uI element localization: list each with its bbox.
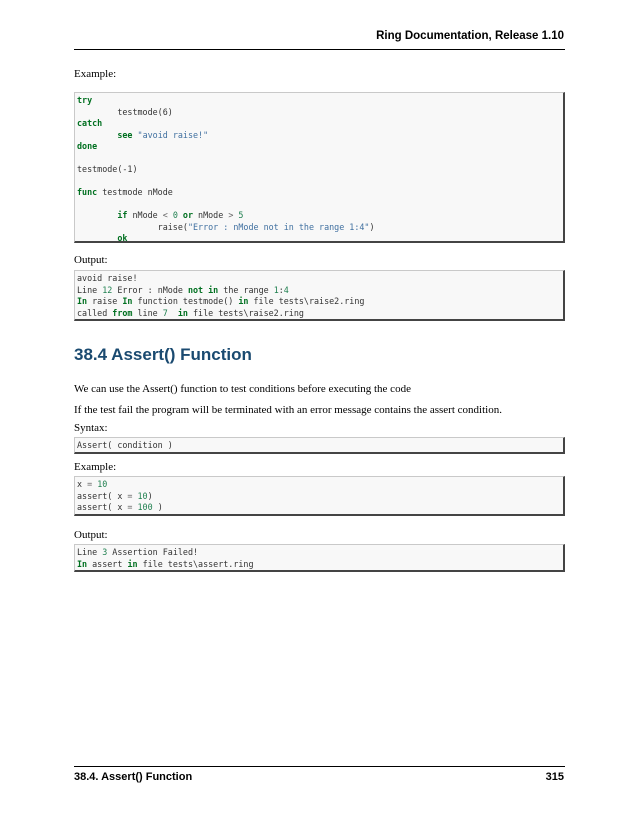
page-number: 315 [545, 771, 564, 783]
code-token: assert( x [77, 490, 128, 501]
syntax-label: Syntax: [74, 422, 108, 434]
code-token: done [77, 141, 98, 151]
footer-rule [74, 766, 565, 767]
code-token: testmode nMode [97, 187, 173, 197]
code-token: function testmode() [132, 296, 239, 306]
code-text [75, 477, 563, 514]
code-token: In [77, 558, 88, 569]
code-token: not [187, 284, 204, 295]
code-block-syntax [74, 437, 565, 454]
code-token: testmode(6) [77, 106, 173, 117]
output-label: Output: [74, 529, 108, 541]
code-token: ok [117, 233, 128, 243]
code-line [77, 130, 563, 142]
code-token: raise [87, 296, 123, 306]
code-text [75, 271, 563, 319]
code-token: in [177, 307, 188, 318]
code-token [77, 210, 117, 220]
code-line [77, 118, 563, 130]
code-token: < [162, 210, 168, 220]
code-token: in [238, 296, 249, 306]
code-token: assert [87, 558, 128, 569]
code-token: in [208, 284, 219, 295]
code-token: file tests\raise2.ring [187, 307, 304, 318]
code-token: "Error : nMode not in the range 1:4" [187, 221, 370, 232]
code-token: = [87, 479, 93, 489]
code-token: from [112, 307, 133, 318]
code-token: or [182, 210, 194, 220]
code-line [77, 440, 563, 452]
code-token: avoid raise! [77, 273, 138, 283]
code-token: ) [147, 490, 153, 501]
code-token: 100 [137, 502, 153, 512]
code-line [77, 164, 563, 176]
code-block-raise-output [74, 270, 565, 321]
code-token: nMode [127, 210, 163, 220]
running-header-title: Ring Documentation, Release 1.10 [376, 30, 564, 42]
code-token: 4 [283, 284, 289, 295]
code-token: nMode [193, 210, 229, 220]
code-line [77, 233, 563, 245]
code-token: in [127, 558, 138, 569]
code-token [77, 130, 117, 140]
code-line [77, 273, 563, 285]
code-token: the range [218, 284, 274, 295]
code-line [77, 95, 563, 107]
code-line [77, 199, 563, 211]
example-label: Example: [74, 68, 117, 80]
code-token: 0 [172, 210, 178, 220]
code-block-raise-example [74, 92, 565, 243]
code-line [77, 296, 563, 308]
code-token: func [77, 187, 98, 197]
code-line [77, 222, 563, 234]
code-line [77, 502, 563, 514]
code-line [77, 479, 563, 491]
code-token: see [117, 129, 133, 140]
paragraph: If the test fail the program will be terminated with an error message contains the assert condition. [74, 404, 502, 416]
code-token: file tests\raise2.ring [248, 296, 365, 306]
code-token: > [228, 210, 234, 220]
code-token: = [127, 490, 133, 501]
code-text [75, 545, 563, 570]
code-line [77, 210, 563, 222]
code-token: Assert( condition ) [77, 440, 173, 450]
code-line [77, 141, 563, 153]
code-token: : [278, 284, 284, 295]
code-token: 5 [238, 210, 244, 220]
code-token: Assertion Failed! [107, 547, 199, 557]
code-token: 7 [162, 307, 168, 318]
code-token: assert( x [77, 502, 128, 512]
code-token: Line [77, 284, 103, 295]
code-token: catch [77, 118, 103, 128]
code-line [77, 187, 563, 199]
code-token: 3 [102, 547, 108, 557]
paragraph: We can use the Assert() function to test conditions before executing the code [74, 383, 411, 395]
code-token: "avoid raise!" [132, 129, 209, 140]
example-label: Example: [74, 461, 117, 473]
code-token: file tests\assert.ring [137, 558, 254, 569]
code-token: 10 [137, 490, 148, 501]
code-line [77, 308, 563, 320]
code-line [77, 547, 563, 559]
code-line [77, 153, 563, 165]
code-token: if [117, 210, 128, 220]
code-token: ) [152, 502, 163, 512]
code-text [75, 93, 563, 245]
code-line [77, 285, 563, 297]
code-line [77, 107, 563, 119]
footer-section-title: 38.4. Assert() Function [74, 771, 193, 783]
code-text [75, 438, 563, 452]
code-token: Line [77, 547, 103, 557]
code-token: try [77, 95, 93, 105]
code-block-assert-example [74, 476, 565, 516]
code-token: In [77, 296, 88, 306]
code-token: raise( [77, 221, 188, 232]
code-token [77, 233, 117, 243]
code-line [77, 491, 563, 503]
code-token: Error : nMode [112, 284, 188, 295]
code-block-assert-output [74, 544, 565, 572]
code-token: In [122, 296, 133, 306]
code-token: 1 [273, 284, 279, 295]
code-line [77, 176, 563, 188]
output-label: Output: [74, 254, 108, 266]
section-heading: 38.4 Assert() Function [74, 345, 252, 364]
code-token: called [77, 307, 113, 318]
code-token: x [77, 479, 88, 489]
code-line [77, 559, 563, 571]
code-token [168, 308, 178, 318]
header-rule [74, 49, 565, 50]
code-token: ) [369, 221, 375, 232]
code-token: = [127, 502, 133, 512]
code-token: 10 [97, 479, 108, 489]
code-token: testmode(-1) [77, 164, 138, 174]
code-token: line [132, 307, 163, 318]
code-token: 12 [102, 284, 113, 295]
